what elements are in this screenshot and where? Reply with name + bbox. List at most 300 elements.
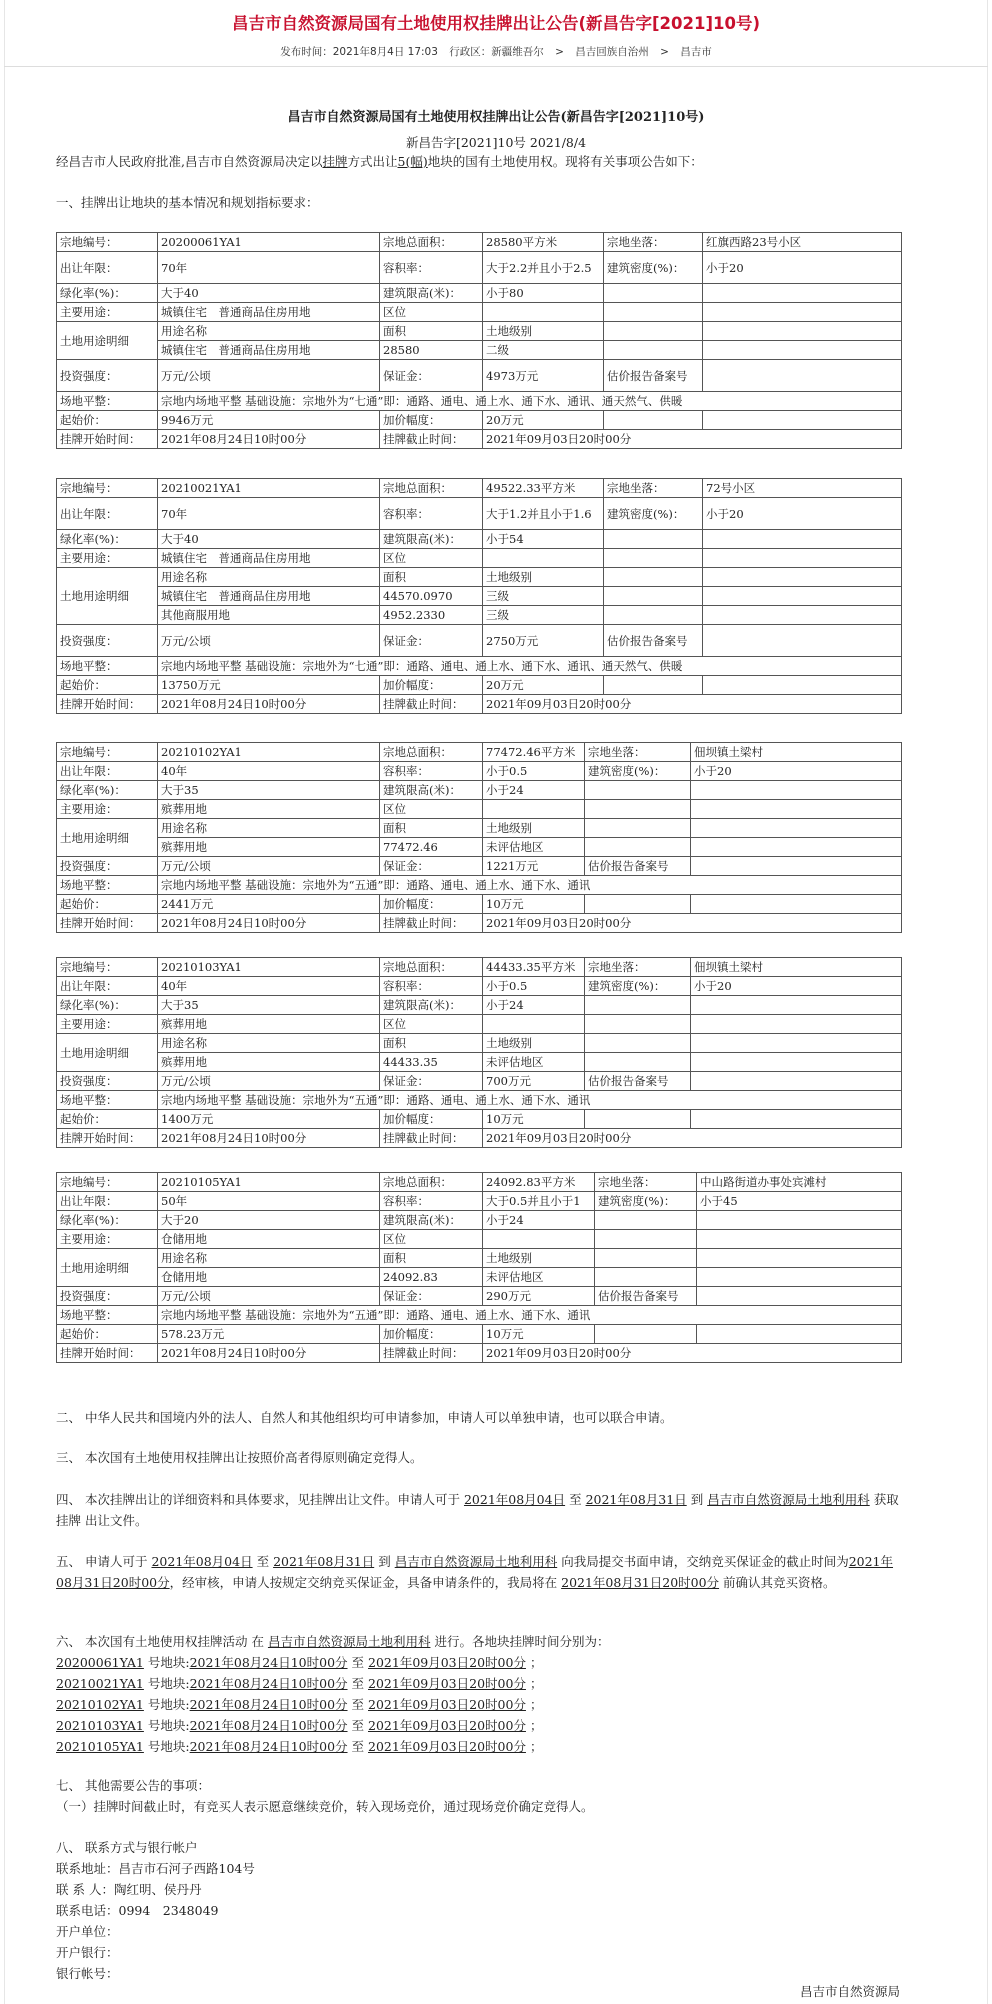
list-item	[56, 1694, 901, 1715]
label-cell: 挂牌开始时间：	[57, 1129, 158, 1148]
signature: 昌吉市自然资源局	[799, 1984, 900, 1999]
value-cell: 宗地内场地平整 基础设施：宗地外为“七通”即：通路、通电、通上水、通下水、通讯、通天然气、供暖	[158, 657, 902, 676]
value-cell: 50年	[158, 1192, 380, 1211]
publish-label: 发布时间：	[280, 46, 333, 58]
account-bank: 开户银行：	[56, 1945, 119, 1960]
label-cell: 出让年限：	[57, 1192, 158, 1211]
section-text: 四、 本次挂牌出让的详细资料和具体要求，见挂牌出让文件。申请人可于	[56, 1492, 460, 1507]
value-cell: 万元/公顷	[158, 1287, 380, 1306]
section-text: 号地块:	[147, 1739, 190, 1754]
value-cell: 70年	[158, 252, 380, 284]
label-cell: 建筑限高(米)：	[380, 1211, 483, 1230]
list-item	[56, 1652, 901, 1673]
section-text: ；	[529, 1718, 543, 1733]
label-cell: 建筑密度(%)：	[595, 1192, 697, 1211]
section-text: 向我局提交书面申请，交纳竞买保证金的截止时间为	[561, 1554, 849, 1569]
label-cell: 挂牌开始时间：	[57, 914, 158, 933]
label-cell: 土地用途明细	[57, 1034, 158, 1072]
table-row	[57, 1053, 902, 1072]
value-cell: 2021年09月03日20时00分	[483, 695, 902, 714]
label-cell: 宗地坐落：	[604, 233, 703, 252]
intro-count: 5(幅)	[397, 154, 428, 169]
section-text: 号地块:	[147, 1655, 190, 1670]
value-cell: 红旗西路23号小区	[703, 233, 902, 252]
label-cell: 面积	[380, 819, 483, 838]
parcel-table-1	[56, 232, 902, 449]
label-cell: 场地平整：	[57, 1306, 158, 1325]
table-row	[57, 233, 902, 252]
label-cell: 区位	[380, 303, 483, 322]
section-text: 至	[351, 1655, 365, 1670]
table-row	[57, 977, 902, 996]
value-cell: 小于20	[691, 977, 902, 996]
date: 2021年08月31日20时00分	[56, 1554, 894, 1590]
value-cell: 4973万元	[483, 360, 604, 392]
region-link-province[interactable]: 新疆维吾尔	[491, 46, 544, 58]
value-cell: 宗地内场地平整 基础设施：宗地外为“七通”即：通路、通电、通上水、通下水、通讯、通天然气、供暖	[158, 392, 902, 411]
value-cell: 佃坝镇土梁村	[691, 958, 902, 977]
label-cell: 宗地总面积：	[380, 1173, 483, 1192]
table-row	[57, 743, 902, 762]
value-cell: 大于40	[158, 284, 380, 303]
label-cell: 投资强度：	[57, 1072, 158, 1091]
region-link-prefecture[interactable]: 昌吉回族自治州	[575, 46, 649, 58]
label-cell: 加价幅度：	[380, 895, 483, 914]
table-row	[57, 1287, 902, 1306]
table-row	[57, 1325, 902, 1344]
table-row	[57, 996, 902, 1015]
list-item	[56, 1736, 901, 1757]
label-cell: 宗地编号：	[57, 233, 158, 252]
label-cell: 容积率：	[380, 1192, 483, 1211]
value-cell: 20210021YA1	[158, 479, 380, 498]
value-cell: 13750万元	[158, 676, 380, 695]
section-7-item: （一）挂牌时间截止时，有竞买人表示愿意继续竞价，转入现场竞价，通过现场竞价确定竞得人。	[56, 1799, 594, 1814]
section-7	[56, 1775, 901, 1817]
intro-paragraph	[56, 151, 901, 172]
value-cell: 小于54	[483, 530, 604, 549]
value-cell: 殡葬用地	[158, 800, 380, 819]
label-cell: 建筑密度(%)：	[585, 762, 691, 781]
section-text: 六、 本次国有土地使用权挂牌活动 在	[56, 1634, 264, 1649]
value-cell: 10万元	[483, 895, 585, 914]
region-label: 行政区：	[449, 46, 492, 58]
label-cell: 挂牌开始时间：	[57, 1344, 158, 1363]
intro-text: 地块的国有土地使用权。现将有关事项公告如下：	[427, 154, 703, 169]
parcel-no: 20210102YA1	[56, 1697, 144, 1712]
value-cell: 小于20	[703, 252, 902, 284]
list-item	[56, 1715, 901, 1736]
value-cell: 城镇住宅 普通商品住房用地	[158, 303, 380, 322]
value-cell: 44570.0970	[380, 587, 483, 606]
section-2: 二、 中华人民共和国境内外的法人、自然人和其他组织均可申请参加，申请人可以单独申请，也可以联合申请。	[56, 1410, 673, 1425]
table-row	[57, 1110, 902, 1129]
table-row	[57, 411, 902, 430]
label-cell: 区位	[380, 1230, 483, 1249]
parcel-no: 20200061YA1	[56, 1655, 144, 1670]
value-cell: 2750万元	[483, 625, 604, 657]
value-cell: 49522.33平方米	[483, 479, 604, 498]
value-cell: 72号小区	[703, 479, 902, 498]
label-cell: 加价幅度：	[380, 411, 483, 430]
intro-method: 挂牌	[322, 154, 348, 169]
date: 2021年09月03日20时00分	[368, 1655, 526, 1670]
section-text: ，经审核，申请人按规定交纳竞买保证金，具备申请条件的，我局将在	[169, 1575, 558, 1590]
label-cell: 主要用途：	[57, 549, 158, 568]
page-title: 昌吉市自然资源局国有土地使用权挂牌出让公告(新昌告字[2021]10号)	[231, 14, 761, 33]
value-cell: 宗地内场地平整 基础设施：宗地外为“五通”即：通路、通电、通上水、通下水、通讯	[158, 1306, 902, 1325]
value-cell: 290万元	[483, 1287, 595, 1306]
value-cell: 578.23万元	[158, 1325, 380, 1344]
date: 2021年08月24日10时00分	[189, 1739, 348, 1754]
value-cell: 小于24	[483, 781, 585, 800]
date: 2021年08月24日10时00分	[189, 1676, 348, 1691]
date: 2021年08月24日10时00分	[189, 1697, 348, 1712]
table-row	[57, 857, 902, 876]
value-cell: 小于20	[691, 762, 902, 781]
label-cell: 场地平整：	[57, 392, 158, 411]
section-text: ；	[529, 1697, 543, 1712]
label-cell: 主要用途：	[57, 1015, 158, 1034]
label-cell: 用途名称	[158, 1249, 380, 1268]
section-3: 三、 本次国有土地使用权挂牌出让按照价高者得原则确定竞得人。	[56, 1450, 423, 1465]
table-row	[57, 1344, 902, 1363]
value-cell: 1221万元	[483, 857, 585, 876]
label-cell: 加价幅度：	[380, 676, 483, 695]
value-cell: 77472.46	[380, 838, 483, 857]
label-cell: 用途名称	[158, 568, 380, 587]
value-cell: 28580平方米	[483, 233, 604, 252]
label-cell: 土地用途明细	[57, 568, 158, 625]
label-cell: 土地用途明细	[57, 1249, 158, 1287]
date: 2021年09月03日20时00分	[368, 1739, 526, 1754]
section-text: 号地块:	[147, 1718, 190, 1733]
place-link[interactable]: 昌吉市自然资源局土地利用科	[267, 1634, 431, 1649]
value-cell: 20万元	[483, 676, 604, 695]
table-row	[57, 958, 902, 977]
label-cell: 主要用途：	[57, 303, 158, 322]
table-row	[57, 1034, 902, 1053]
table-row	[57, 1015, 902, 1034]
table-row	[57, 876, 902, 895]
value-cell: 28580	[380, 341, 483, 360]
value-cell: 700万元	[483, 1072, 585, 1091]
value-cell: 大于35	[158, 996, 380, 1015]
value-cell: 小于24	[483, 996, 585, 1015]
section-text: 到	[690, 1492, 704, 1507]
label-cell: 面积	[380, 1249, 483, 1268]
label-cell: 建筑限高(米)：	[380, 996, 483, 1015]
section-text: 到	[378, 1554, 391, 1569]
table-row	[57, 322, 902, 341]
section-8-title: 八、 联系方式与银行帐户	[56, 1840, 198, 1855]
section-7-title: 七、 其他需要公告的事项：	[56, 1778, 210, 1793]
value-cell: 2021年08月24日10时00分	[158, 1344, 380, 1363]
value-cell: 40年	[158, 762, 380, 781]
table-row	[57, 568, 902, 587]
label-cell: 绿化率(%)：	[57, 284, 158, 303]
parcel-table-4	[56, 957, 902, 1148]
value-cell: 未评估地区	[483, 1268, 595, 1287]
value-cell: 殡葬用地	[158, 1015, 380, 1034]
section-5	[56, 1551, 901, 1593]
table-row	[57, 1192, 902, 1211]
label-cell: 估价报告备案号	[604, 625, 703, 657]
label-cell: 保证金：	[380, 1287, 483, 1306]
value-cell: 10万元	[483, 1110, 585, 1129]
article-subline: 新昌告字[2021]10号 2021/8/4	[405, 135, 587, 150]
label-cell: 起始价：	[57, 1110, 158, 1129]
breadcrumb-separator: >	[555, 46, 564, 58]
section-4	[56, 1489, 901, 1531]
value-cell: 40年	[158, 977, 380, 996]
label-cell: 投资强度：	[57, 360, 158, 392]
label-cell: 保证金：	[380, 857, 483, 876]
section-8	[56, 1837, 901, 1984]
label-cell: 面积	[380, 568, 483, 587]
value-cell: 中山路街道办事处宾滩村	[697, 1173, 902, 1192]
value-cell: 城镇住宅 普通商品住房用地	[158, 341, 380, 360]
section-text: 至	[569, 1492, 582, 1507]
section-text: 至	[351, 1697, 365, 1712]
section-1-title: 一、挂牌出让地块的基本情况和规划指标要求：	[56, 195, 319, 210]
table-row	[57, 781, 902, 800]
place-link[interactable]: 昌吉市自然资源局土地利用科	[707, 1492, 870, 1507]
label-cell: 宗地坐落：	[585, 958, 691, 977]
label-cell: 宗地编号：	[57, 958, 158, 977]
label-cell: 加价幅度：	[380, 1110, 483, 1129]
value-cell: 小于80	[483, 284, 604, 303]
value-cell: 小于45	[697, 1192, 902, 1211]
value-cell: 仓储用地	[158, 1230, 380, 1249]
label-cell: 建筑密度(%)：	[585, 977, 691, 996]
label-cell: 出让年限：	[57, 977, 158, 996]
label-cell: 容积率：	[380, 498, 483, 530]
label-cell: 出让年限：	[57, 498, 158, 530]
table-row	[57, 1211, 902, 1230]
section-text: 五、 申请人可于	[56, 1554, 148, 1569]
value-cell: 1400万元	[158, 1110, 380, 1129]
value-cell: 2021年08月24日10时00分	[158, 430, 380, 449]
date: 2021年08月04日	[463, 1492, 566, 1507]
value-cell: 2441万元	[158, 895, 380, 914]
parcel-table-3	[56, 742, 902, 933]
account-number: 银行帐号：	[56, 1966, 119, 1981]
label-cell: 出让年限：	[57, 252, 158, 284]
value-cell: 仓储用地	[158, 1268, 380, 1287]
label-cell: 宗地总面积：	[380, 233, 483, 252]
table-row	[57, 392, 902, 411]
value-cell: 其他商服用地	[158, 606, 380, 625]
label-cell: 起始价：	[57, 676, 158, 695]
value-cell: 宗地内场地平整 基础设施：宗地外为“五通”即：通路、通电、通上水、通下水、通讯	[158, 1091, 902, 1110]
value-cell: 大于40	[158, 530, 380, 549]
value-cell: 44433.35	[380, 1053, 483, 1072]
table-row	[57, 606, 902, 625]
label-cell: 宗地坐落：	[585, 743, 691, 762]
label-cell: 场地平整：	[57, 876, 158, 895]
table-row	[57, 1230, 902, 1249]
table-row	[57, 360, 902, 392]
label-cell: 挂牌截止时间：	[380, 1129, 483, 1148]
label-cell: 出让年限：	[57, 762, 158, 781]
label-cell: 挂牌开始时间：	[57, 430, 158, 449]
breadcrumb-separator: >	[660, 46, 669, 58]
label-cell: 土地用途明细	[57, 322, 158, 360]
value-cell: 9946万元	[158, 411, 380, 430]
label-cell: 用途名称	[158, 322, 380, 341]
article-title: 昌吉市自然资源局国有土地使用权挂牌出让公告(新昌告字[2021]10号)	[287, 110, 705, 125]
table-row	[57, 1249, 902, 1268]
parcel-no: 20210021YA1	[56, 1676, 144, 1691]
section-text: 获取	[873, 1492, 899, 1507]
label-cell: 区位	[380, 1015, 483, 1034]
intro-text: 方式出让	[347, 154, 398, 169]
label-cell: 面积	[380, 1034, 483, 1053]
section-text: 前确认其竞买资格。	[723, 1575, 836, 1590]
value-cell: 2021年08月24日10时00分	[158, 914, 380, 933]
date: 2021年09月03日20时00分	[368, 1697, 526, 1712]
label-cell: 起始价：	[57, 895, 158, 914]
label-cell: 宗地坐落：	[604, 479, 703, 498]
date: 2021年08月31日20时00分	[561, 1575, 720, 1590]
value-cell: 殡葬用地	[158, 838, 380, 857]
value-cell: 2021年09月03日20时00分	[483, 430, 902, 449]
section-text: 出让文件。	[85, 1513, 148, 1528]
label-cell: 加价幅度：	[380, 1325, 483, 1344]
parcel-table-2	[56, 478, 902, 714]
value-cell: 20200061YA1	[158, 233, 380, 252]
value-cell: 4952.2330	[380, 606, 483, 625]
label-cell: 建筑密度(%)：	[604, 498, 703, 530]
value-cell: 小于0.5	[483, 977, 585, 996]
value-cell: 2021年09月03日20时00分	[483, 1129, 902, 1148]
value-cell: 20210102YA1	[158, 743, 380, 762]
date: 2021年09月03日20时00分	[368, 1718, 526, 1733]
value-cell: 大于35	[158, 781, 380, 800]
label-cell: 挂牌开始时间：	[57, 695, 158, 714]
label-cell: 容积率：	[380, 977, 483, 996]
contact-address: 联系地址：昌吉市石河子西路104号	[56, 1861, 255, 1876]
section-text: 挂牌	[56, 1513, 82, 1528]
table-row	[57, 284, 902, 303]
section-text: ；	[529, 1739, 543, 1754]
label-cell: 场地平整：	[57, 1091, 158, 1110]
label-cell: 建筑限高(米)：	[380, 530, 483, 549]
table-row	[57, 914, 902, 933]
section-text: 号地块:	[147, 1697, 190, 1712]
region-link-city[interactable]: 昌吉市	[680, 46, 712, 58]
label-cell: 建筑限高(米)：	[380, 284, 483, 303]
value-cell: 小于0.5	[483, 762, 585, 781]
value-cell: 20210103YA1	[158, 958, 380, 977]
label-cell: 估价报告备案号	[595, 1287, 697, 1306]
value-cell: 2021年09月03日20时00分	[483, 914, 902, 933]
label-cell: 建筑限高(米)：	[380, 781, 483, 800]
value-cell: 二级	[483, 341, 604, 360]
table-row	[57, 676, 902, 695]
value-cell: 24092.83平方米	[483, 1173, 595, 1192]
label-cell: 土地级别	[483, 1034, 585, 1053]
date: 2021年09月03日20时00分	[368, 1676, 526, 1691]
value-cell: 大于20	[158, 1211, 380, 1230]
section-text: 号地块:	[147, 1676, 190, 1691]
value-cell: 24092.83	[380, 1268, 483, 1287]
value-cell: 大于2.2并且小于2.5	[483, 252, 604, 284]
publish-time: 2021年8月4日 17:03	[332, 46, 438, 58]
label-cell: 起始价：	[57, 1325, 158, 1344]
label-cell: 区位	[380, 800, 483, 819]
label-cell: 宗地总面积：	[380, 958, 483, 977]
table-row	[57, 625, 902, 657]
label-cell: 投资强度：	[57, 857, 158, 876]
table-row	[57, 341, 902, 360]
section-text: 至	[351, 1739, 365, 1754]
section-text: 至	[351, 1718, 365, 1733]
label-cell: 宗地编号：	[57, 479, 158, 498]
value-cell: 10万元	[483, 1325, 595, 1344]
table-row	[57, 1091, 902, 1110]
label-cell: 投资强度：	[57, 625, 158, 657]
table-row	[57, 303, 902, 322]
schedule-list	[56, 1652, 901, 1757]
contact-phone: 联系电话：0994 2348049	[56, 1903, 219, 1918]
list-item	[56, 1673, 901, 1694]
label-cell: 容积率：	[380, 762, 483, 781]
section-text: 进行。各地块挂牌时间分别为：	[434, 1634, 610, 1649]
table-row	[57, 530, 902, 549]
label-cell: 用途名称	[158, 1034, 380, 1053]
label-cell: 估价报告备案号	[585, 1072, 691, 1091]
parcel-no: 20210105YA1	[56, 1739, 144, 1754]
label-cell: 容积率：	[380, 252, 483, 284]
date: 2021年08月31日	[273, 1554, 375, 1569]
table-row	[57, 800, 902, 819]
value-cell: 44433.35平方米	[483, 958, 585, 977]
table-row	[57, 762, 902, 781]
value-cell: 77472.46平方米	[483, 743, 585, 762]
label-cell: 土地级别	[483, 322, 604, 341]
date: 2021年08月24日10时00分	[189, 1655, 348, 1670]
label-cell: 保证金：	[380, 360, 483, 392]
date: 2021年08月04日	[151, 1554, 253, 1569]
label-cell: 绿化率(%)：	[57, 530, 158, 549]
table-row	[57, 498, 902, 530]
intro-text: 经昌吉市人民政府批准,昌吉市自然资源局决定以	[56, 154, 323, 169]
parcel-table-5	[56, 1172, 902, 1363]
label-cell: 挂牌截止时间：	[380, 430, 483, 449]
value-cell: 2021年08月24日10时00分	[158, 695, 380, 714]
table-row	[57, 549, 902, 568]
label-cell: 绿化率(%)：	[57, 1211, 158, 1230]
value-cell: 20万元	[483, 411, 604, 430]
label-cell: 宗地编号：	[57, 743, 158, 762]
label-cell: 土地级别	[483, 568, 604, 587]
value-cell: 小于20	[703, 498, 902, 530]
value-cell: 未评估地区	[483, 1053, 585, 1072]
place-link[interactable]: 昌吉市自然资源局土地利用科	[394, 1554, 558, 1569]
table-row	[57, 819, 902, 838]
account-unit: 开户单位：	[56, 1924, 119, 1939]
label-cell: 宗地坐落：	[595, 1173, 697, 1192]
value-cell: 殡葬用地	[158, 1053, 380, 1072]
value-cell: 大于1.2并且小于1.6	[483, 498, 604, 530]
table-row	[57, 1129, 902, 1148]
section-text: 至	[351, 1676, 365, 1691]
parcel-no: 20210103YA1	[56, 1718, 144, 1733]
value-cell: 城镇住宅 普通商品住房用地	[158, 587, 380, 606]
value-cell: 大于0.5并且小于1	[483, 1192, 595, 1211]
